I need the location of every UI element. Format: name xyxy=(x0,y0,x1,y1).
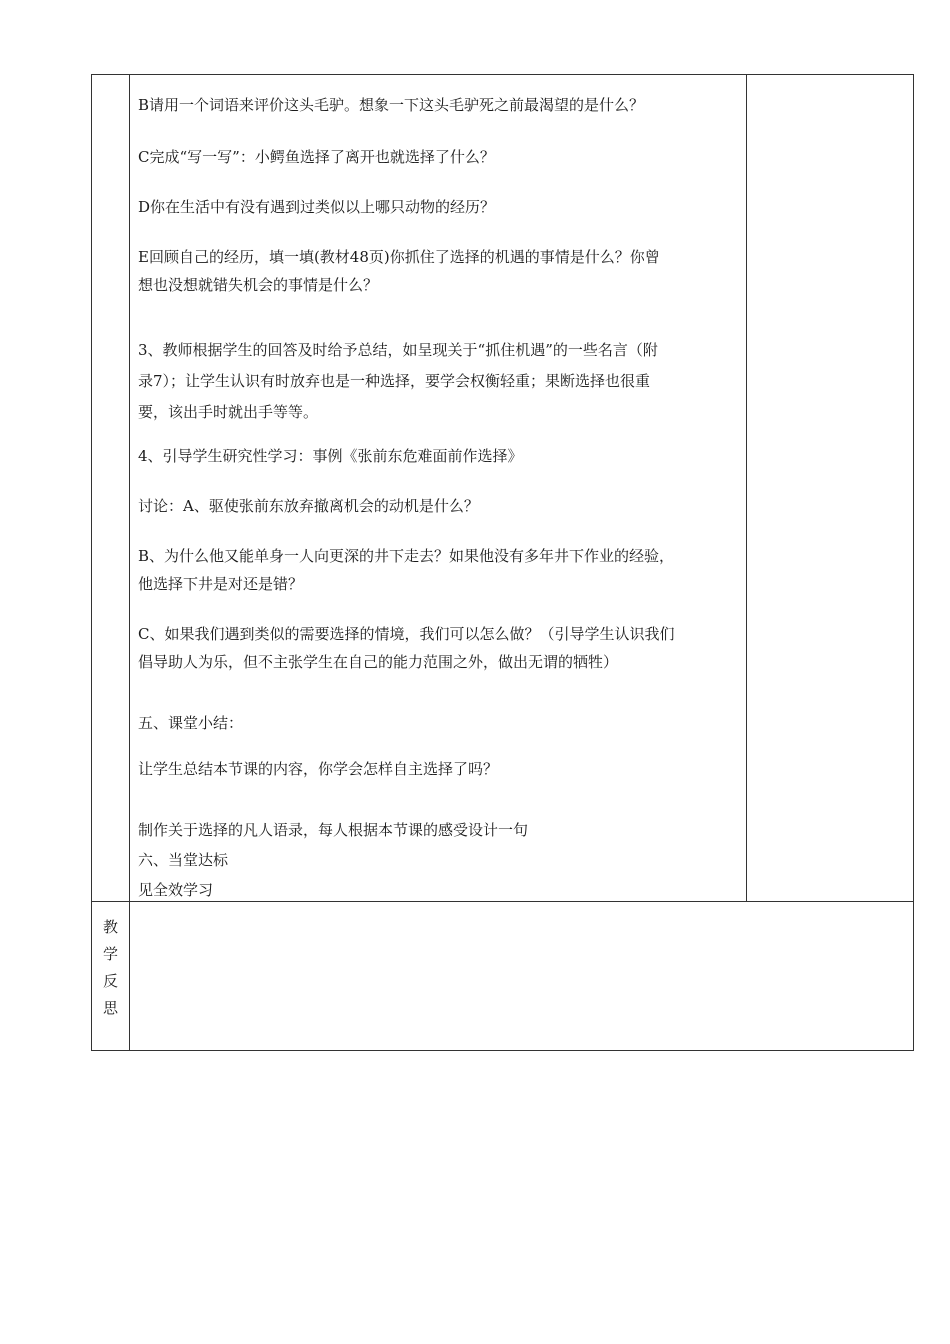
section6-line1: 见全效学习 xyxy=(138,881,214,899)
reflection-label-char: 教 xyxy=(102,918,118,936)
notes-column-divider xyxy=(746,74,747,902)
reflection-content-cell xyxy=(131,903,912,1049)
section5-line2: 制作关于选择的凡人语录，每人根据本节课的感受设计一句 xyxy=(138,821,529,839)
item4: 4、引导学生研究性学习：事例《张前东危难面前作选择》 xyxy=(138,447,523,465)
section6-title: 六、当堂达标 xyxy=(138,851,229,869)
reflection-label-char: 反 xyxy=(102,972,118,990)
discussion-a: 讨论：A、驱使张前东放弃撤离机会的动机是什么？ xyxy=(138,497,479,515)
reflection-label xyxy=(92,914,129,1022)
label-column-divider xyxy=(129,74,130,1051)
discussion-c-line1: C、如果我们遇到类似的需要选择的情境，我们可以怎么做？（引导学生认识我们 xyxy=(138,625,675,643)
discussion-b-line2: 他选择下井是对还是错？ xyxy=(138,575,304,593)
question-e-line1: E回顾自己的经历，填一填(教材48页)你抓住了选择的机遇的事情是什么？你曾 xyxy=(138,248,660,266)
question-c: C完成“写一写”：小鳄鱼选择了离开也就选择了什么？ xyxy=(138,148,495,166)
section5-title: 五、课堂小结： xyxy=(138,714,244,732)
table-bottom-border xyxy=(91,1050,914,1051)
table-top-border xyxy=(91,74,914,75)
table-right-border xyxy=(913,74,914,1051)
item3-line1: 3、教师根据学生的回答及时给予总结，如呈现关于“抓住机遇”的一些名言（附 xyxy=(138,341,658,359)
table-left-border xyxy=(91,74,92,1051)
discussion-b-line1: B、为什么他又能单身一人向更深的井下走去？如果他没有多年井下作业的经验， xyxy=(138,547,675,565)
section5-line1: 让学生总结本节课的内容，你学会怎样自主选择了吗？ xyxy=(138,760,499,778)
question-d: D你在生活中有没有遇到过类似以上哪只动物的经历？ xyxy=(138,198,496,216)
reflection-label-char: 思 xyxy=(102,999,118,1017)
item3-line3: 要，该出手时就出手等等。 xyxy=(138,403,319,421)
lesson-content xyxy=(138,88,742,905)
question-e-line2: 想也没想就错失机会的事情是什么？ xyxy=(138,276,379,294)
item3-line2: 录7）；让学生认识有时放弃也是一种选择，要学会权衡轻重；果断选择也很重 xyxy=(138,372,651,390)
reflection-label-char: 学 xyxy=(102,945,118,963)
question-b: B请用一个词语来评价这头毛驴。想象一下这头毛驴死之前最渴望的是什么？ xyxy=(138,96,645,114)
discussion-c-line2: 倡导助人为乐，但不主张学生在自己的能力范围之外，做出无谓的牺牲） xyxy=(138,653,619,671)
